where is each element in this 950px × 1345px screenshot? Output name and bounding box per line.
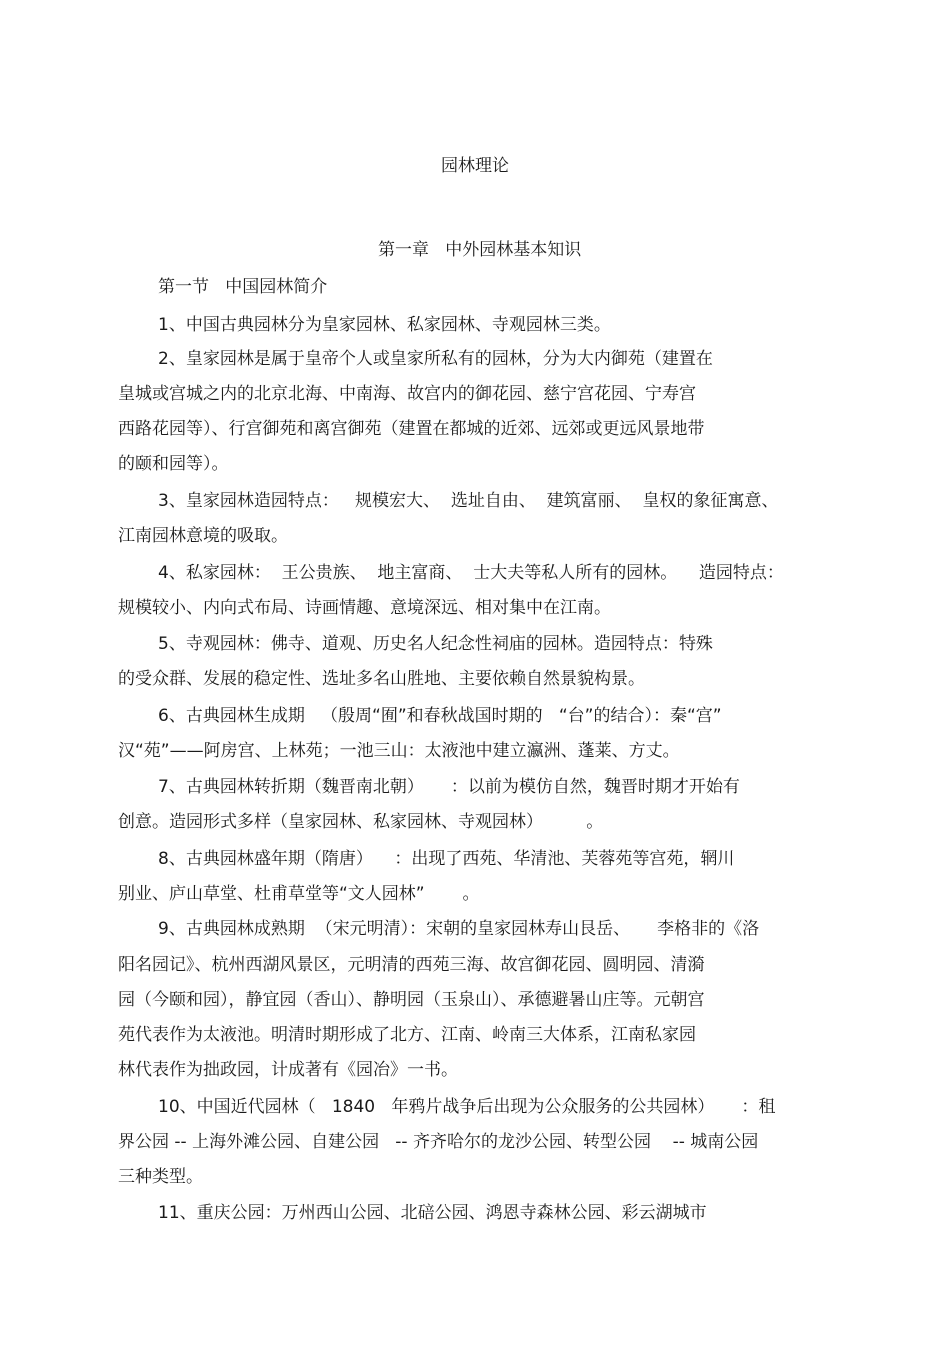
paragraph-line: 8、古典园林盛年期（隋唐） ：出现了西苑、华清池、芙蓉苑等宫苑，辋川: [158, 849, 735, 869]
paragraph-line: 的受众群、发展的稳定性、选址多名山胜地、主要依赖自然景貌构景。: [118, 669, 645, 689]
paragraph-line: 阳名园记》、杭州西湖风景区，元明清的西苑三海、故宫御花园、圆明园、清漪: [118, 955, 705, 975]
paragraph-line: 江南园林意境的吸取。: [118, 526, 288, 546]
paragraph-line: 园（今颐和园），静宜园（香山）、静明园（玉泉山）、承德避暑山庄等。元朝宫: [118, 990, 705, 1010]
paragraph-line: 的颐和园等）。: [118, 454, 229, 474]
paragraph-line: 6、古典园林生成期 （殷周“囿”和春秋战国时期的 “台”的结合）：秦“宫”: [158, 706, 722, 726]
paragraph-line: 苑代表作为太液池。明清时期形成了北方、江南、岭南三大体系，江南私家园: [118, 1025, 696, 1045]
paragraph-line: 3、皇家园林造园特点： 规模宏大、 选址自由、 建筑富丽、 皇权的象征寓意、: [158, 491, 779, 511]
paragraph-line: 界公园 -- 上海外滩公园、自建公园 -- 齐齐哈尔的龙沙公园、转型公园 -- 城南公园: [118, 1132, 759, 1152]
paragraph-line: 2、皇家园林是属于皇帝个人或皇家所私有的园林，分为大内御苑（建置在: [158, 349, 713, 369]
paragraph-line: 5、寺观园林：佛寺、道观、历史名人纪念性祠庙的园林。造园特点：特殊: [158, 634, 713, 654]
paragraph-line: 林代表作为拙政园，计成著有《园冶》一书。: [118, 1060, 458, 1080]
chapter-title: 第一章 中外园林基本知识: [378, 240, 582, 260]
paragraph-line: 汉“苑”——阿房宫、上林苑；一池三山：太液池中建立瀛洲、蓬莱、方丈。: [118, 741, 680, 761]
paragraph-line: 皇城或宫城之内的北京北海、中南海、故宫内的御花园、慈宁宫花园、宁寿宫: [118, 384, 696, 404]
document-title: 园林理论: [441, 156, 509, 176]
paragraph-line: 9、古典园林成熟期 （宋元明清）：宋朝的皇家园林寿山艮岳、 李格非的《洛: [158, 919, 760, 939]
paragraph-line: 1、中国古典园林分为皇家园林、私家园林、寺观园林三类。: [158, 315, 611, 335]
section-heading: 第一节 中国园林简介: [158, 277, 328, 297]
paragraph-line: 规模较小、内向式布局、诗画情趣、意境深远、相对集中在江南。: [118, 598, 611, 618]
paragraph-line: 别业、庐山草堂、杜甫草堂等“文人园林” 。: [118, 884, 480, 904]
paragraph-line: 7、古典园林转折期（魏晋南北朝） ：以前为模仿自然，魏晋时期才开始有: [158, 777, 740, 797]
paragraph-line: 11、重庆公园：万州西山公园、北碚公园、鸿恩寺森林公园、彩云湖城市: [158, 1203, 707, 1223]
paragraph-line: 4、私家园林： 王公贵族、 地主富商、 士大夫等私人所有的园林。 造园特点：: [158, 563, 784, 583]
paragraph-line: 10、中国近代园林（ 1840 年鸦片战争后出现为公众服务的公共园林） ：租: [158, 1097, 776, 1117]
paragraph-line: 西路花园等）、行宫御苑和离宫御苑（建置在都城的近郊、远郊或更远风景地带: [118, 419, 705, 439]
paragraph-line: 三种类型。: [118, 1167, 203, 1187]
paragraph-line: 创意。造园形式多样（皇家园林、私家园林、寺观园林） 。: [118, 812, 604, 832]
